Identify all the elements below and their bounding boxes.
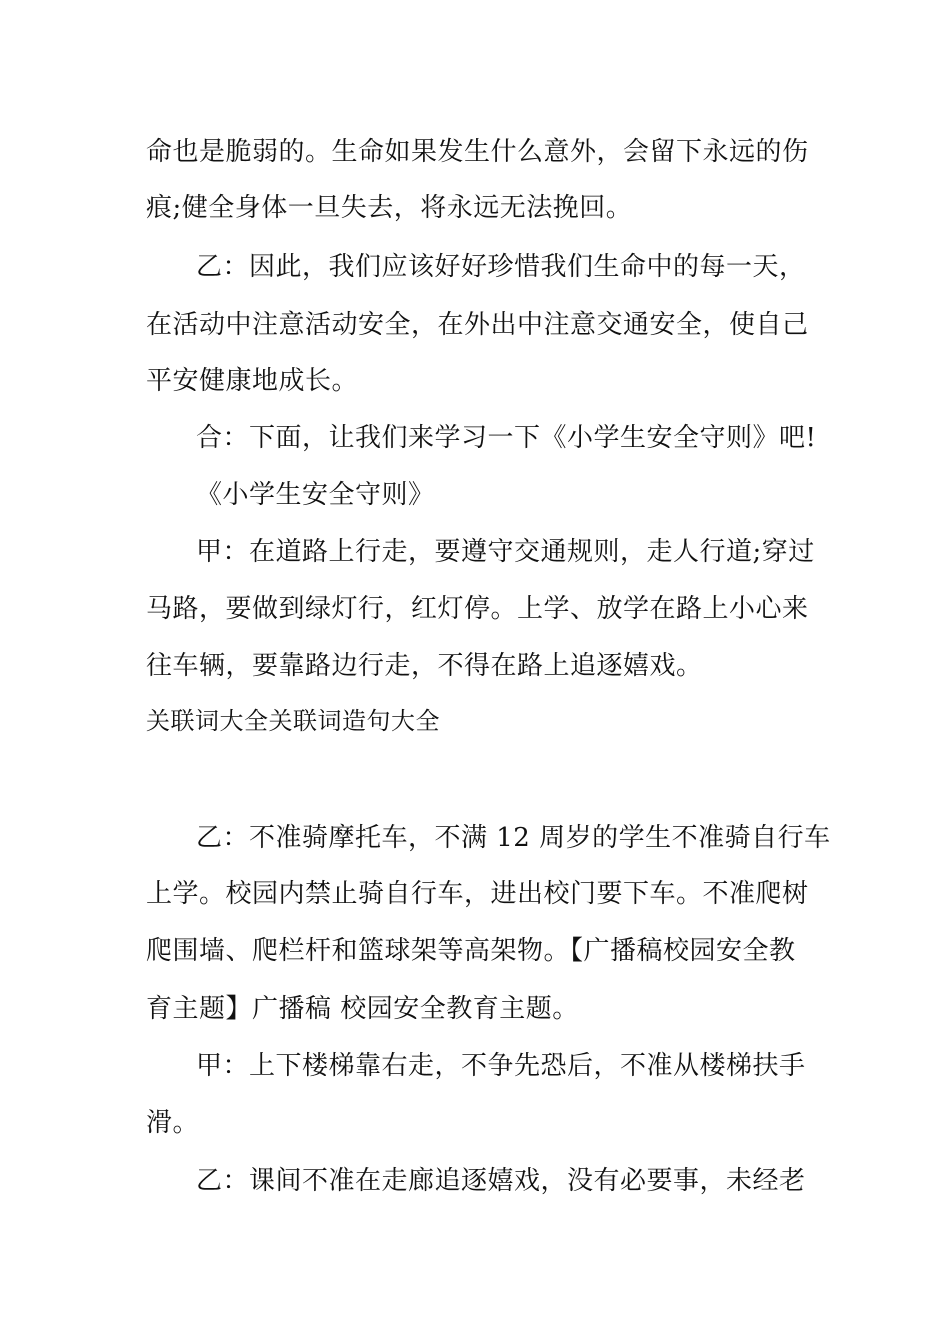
text-line: 乙：因此，我们应该好好珍惜我们生命中的每一天， <box>196 252 806 282</box>
text-line: 乙：不准骑摩托车，不满 12 周岁的学生不准骑自行车 <box>196 823 831 853</box>
text-line: 痕;健全身体一旦失去，将永远无法挽回。 <box>146 193 633 223</box>
text-line: 爬围墙、爬栏杆和篮球架等高架物。【广播稿校园安全教 <box>146 936 796 966</box>
section-heading: 《小学生安全守则》 <box>196 480 435 510</box>
text-line: 上学。校园内禁止骑自行车，进出校门要下车。不准爬树 <box>146 879 809 909</box>
text-line: 甲：上下楼梯靠右走，不争先恐后，不准从楼梯扶手 <box>196 1051 806 1081</box>
text-line: 马路，要做到绿灯行，红灯停。上学、放学在路上小心来 <box>146 594 809 624</box>
text-line: 合：下面，让我们来学习一下《小学生安全守则》吧! <box>196 423 817 453</box>
text-line: 平安健康地成长。 <box>146 366 359 396</box>
text-line: 往车辆，要靠路边行走，不得在路上追逐嬉戏。 <box>146 651 703 681</box>
inserted-link-text: 关联词大全关联词造句大全 <box>146 707 440 735</box>
text-line: 甲：在道路上行走，要遵守交通规则，走人行道;穿过 <box>196 537 815 567</box>
text-line: 在活动中注意活动安全，在外出中注意交通安全，使自己 <box>146 310 809 340</box>
text-line: 命也是脆弱的。生命如果发生什么意外，会留下永远的伤 <box>146 137 809 167</box>
text-line: 滑。 <box>146 1108 200 1138</box>
text-line: 育主题】广播稿 校园安全教育主题。 <box>146 994 579 1024</box>
text-line: 乙：课间不准在走廊追逐嬉戏，没有必要事，未经老 <box>196 1166 806 1196</box>
